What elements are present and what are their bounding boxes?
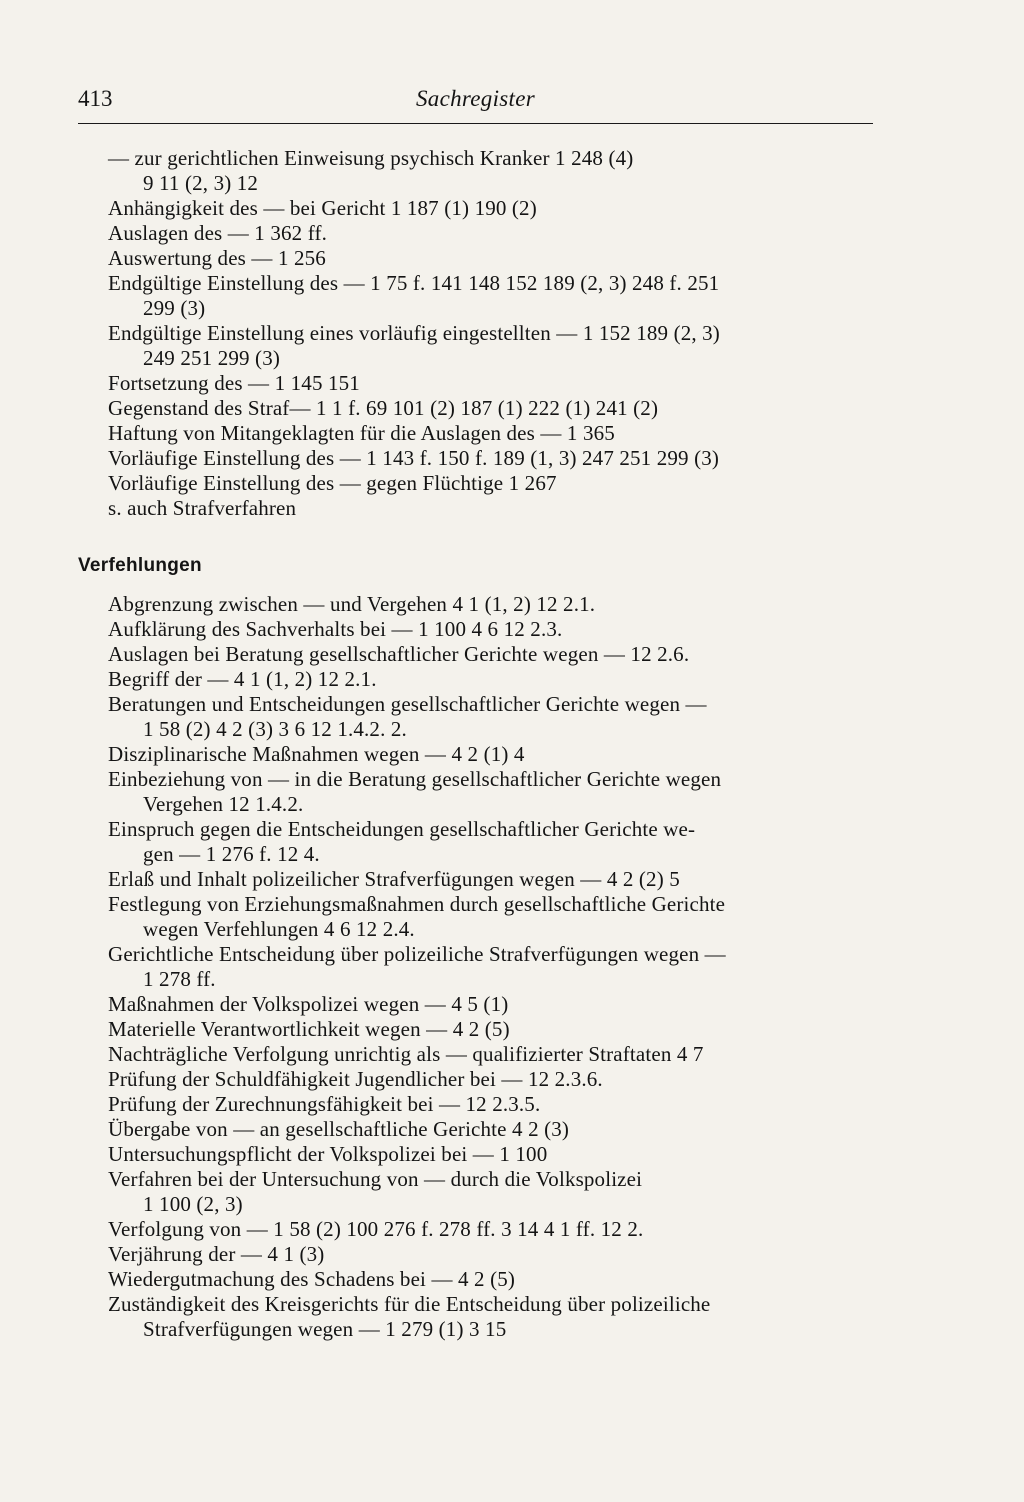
index-entry: Vorläufige Einstellung des — gegen Flüchtige 1 267 <box>108 471 557 495</box>
running-title: Sachregister <box>415 86 535 111</box>
index-entry: Beratungen und Entscheidungen gesellschaftlicher Gerichte wegen — <box>108 692 707 716</box>
index-entry: Aufklärung des Sachverhalts bei — 1 100 4 6 12 2.3. <box>108 617 563 641</box>
header-rule <box>78 123 873 124</box>
index-entry: Wiedergutmachung des Schadens bei — 4 2 (5) <box>108 1267 516 1291</box>
index-entry-continuation: gen — 1 276 f. 12 4. <box>143 842 320 866</box>
index-entry: Prüfung der Zurechnungsfähigkeit bei — 12 2.3.5. <box>108 1092 541 1116</box>
index-entry: Vorläufige Einstellung des — 1 143 f. 150 f. 189 (1, 3) 247 251 299 (3) <box>108 446 720 470</box>
index-entry: Verfolgung von — 1 58 (2) 100 276 f. 278 ff. 3 14 4 1 ff. 12 2. <box>108 1217 644 1241</box>
index-entry-continuation: 1 278 ff. <box>143 967 216 991</box>
index-entry: Auswertung des — 1 256 <box>108 246 326 270</box>
index-entry: Abgrenzung zwischen — und Vergehen 4 1 (1, 2) 12 2.1. <box>108 592 596 616</box>
index-entry-continuation: 9 11 (2, 3) 12 <box>143 171 259 195</box>
index-entry: Fortsetzung des — 1 145 151 <box>108 371 360 395</box>
index-entry: Prüfung der Schuldfähigkeit Jugendlicher bei — 12 2.3.6. <box>108 1067 603 1091</box>
index-entry: Zuständigkeit des Kreisgerichts für die Entscheidung über polizeiliche <box>108 1292 711 1316</box>
index-entry: Gerichtliche Entscheidung über polizeiliche Strafverfügungen wegen — <box>108 942 726 966</box>
index-entry: Verjährung der — 4 1 (3) <box>108 1242 325 1266</box>
page-header <box>78 82 873 122</box>
index-entry-continuation: 1 58 (2) 4 2 (3) 3 6 12 1.4.2. 2. <box>143 717 407 741</box>
index-entry: — zur gerichtlichen Einweisung psychisch Kranker 1 248 (4) <box>108 146 634 170</box>
index-entry: Endgültige Einstellung des — 1 75 f. 141 148 152 189 (2, 3) 248 f. 251 <box>108 271 720 295</box>
index-entry: Gegenstand des Straf— 1 1 f. 69 101 (2) 187 (1) 222 (1) 241 (2) <box>108 396 659 420</box>
index-entry: Auslagen des — 1 362 ff. <box>108 221 328 245</box>
index-entry: Maßnahmen der Volkspolizei wegen — 4 5 (1) <box>108 992 509 1016</box>
page-number: 413 <box>78 86 113 111</box>
index-entry: Nachträgliche Verfolgung unrichtig als — qualifizierter Straftaten 4 7 <box>108 1042 704 1066</box>
index-entry: Einbeziehung von — in die Beratung gesellschaftlicher Gerichte wegen <box>108 767 722 791</box>
index-entry: Haftung von Mitangeklagten für die Auslagen des — 1 365 <box>108 421 615 445</box>
index-entry: Anhängigkeit des — bei Gericht 1 187 (1) 190 (2) <box>108 196 537 220</box>
index-entry-continuation: wegen Verfehlungen 4 6 12 2.4. <box>143 917 415 941</box>
index-entry: Festlegung von Erziehungsmaßnahmen durch gesellschaftliche Gerichte <box>108 892 726 916</box>
index-entry: Verfahren bei der Untersuchung von — durch die Volkspolizei <box>108 1167 643 1191</box>
index-entry: Erlaß und Inhalt polizeilicher Strafverfügungen wegen — 4 2 (2) 5 <box>108 867 680 891</box>
index-entry: Endgültige Einstellung eines vorläufig eingestellten — 1 152 189 (2, 3) <box>108 321 720 345</box>
index-entry: Disziplinarische Maßnahmen wegen — 4 2 (1) 4 <box>108 742 525 766</box>
index-entry: Auslagen bei Beratung gesellschaftlicher Gerichte wegen — 12 2.6. <box>108 642 690 666</box>
index-entry: Begriff der — 4 1 (1, 2) 12 2.1. <box>108 667 377 691</box>
index-entry-continuation: Strafverfügungen wegen — 1 279 (1) 3 15 <box>143 1317 507 1341</box>
index-entry-continuation: Vergehen 12 1.4.2. <box>143 792 304 816</box>
index-entry-continuation: 1 100 (2, 3) <box>143 1192 243 1216</box>
index-entry: s. auch Strafverfahren <box>108 496 297 520</box>
index-entries-verfehlungen <box>108 592 878 1342</box>
index-entry: Materielle Verantwortlichkeit wegen — 4 2 (5) <box>108 1017 510 1041</box>
index-entries-continued <box>108 146 878 521</box>
section-heading: Verfehlungen <box>78 555 202 576</box>
index-entry-continuation: 299 (3) <box>143 296 206 320</box>
index-entry: Untersuchungspflicht der Volkspolizei bei — 1 100 <box>108 1142 548 1166</box>
index-entry: Einspruch gegen die Entscheidungen gesellschaftlicher Gerichte we- <box>108 817 696 841</box>
index-entry: Übergabe von — an gesellschaftliche Gerichte 4 2 (3) <box>108 1117 570 1141</box>
index-entry-continuation: 249 251 299 (3) <box>143 346 280 370</box>
